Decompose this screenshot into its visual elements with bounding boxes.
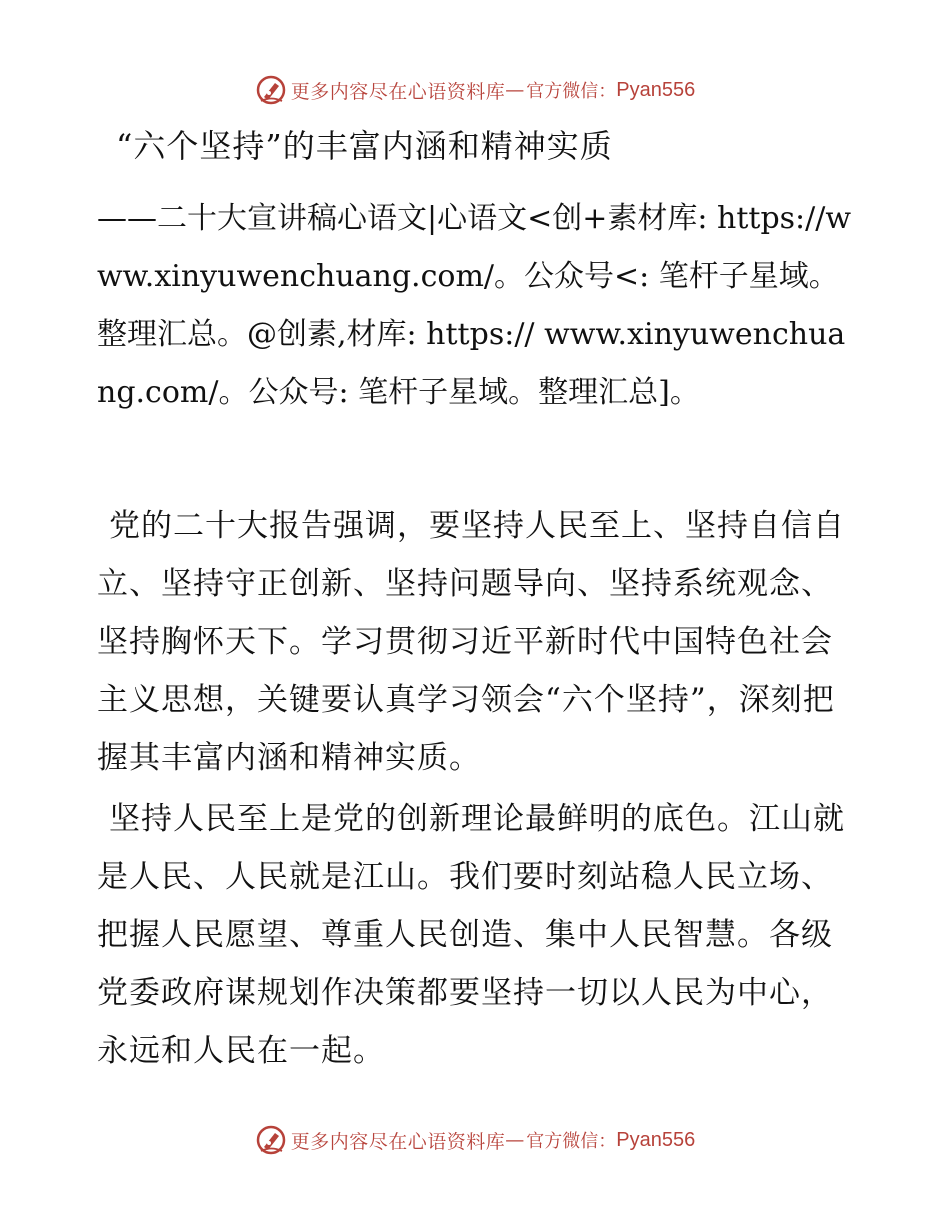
- header-wechat-label: 官方微信：: [526, 81, 617, 102]
- header-wechat-id: Pyan556: [616, 78, 696, 101]
- document-subtitle: ——二十大宣讲稿心语文|心语文<创+素材库: https://www.xinyuwenchuang.com/。公众号<: 笔杆子星域。整理汇总。@创素,材库: https:// www.xinyuwenchuang.com/。公众号: 笔杆子星域。整理汇总]。: [97, 201, 852, 410]
- header-banner-separator: —: [505, 79, 525, 101]
- header-banner-text: 更多内容尽在心语资料库: [290, 80, 506, 103]
- footer-banner-text: 更多内容尽在心语资料库: [290, 1130, 506, 1153]
- header-watermark-banner: [0, 70, 950, 110]
- footer-wechat-label: 官方微信：: [526, 1131, 617, 1152]
- footer-watermark-banner: [0, 1120, 950, 1160]
- body-paragraph: 党的二十大报告强调，要坚持人民至上、坚持自信自立、坚持守正创新、坚持问题导向、坚持系统观念、坚持胸怀天下。学习贯彻习近平新时代中国特色社会主义思想，关键要认真学习领会“六个坚持”，深刻把握其丰富内涵和精神实质。: [97, 508, 845, 776]
- footer-banner-separator: —: [505, 1129, 525, 1151]
- page-title: “六个坚持”的丰富内涵和精神实质: [116, 127, 613, 165]
- pen-nib-logo-icon: [255, 1124, 287, 1156]
- footer-wechat-id: Pyan556: [616, 1128, 696, 1151]
- body-paragraph: 坚持人民至上是党的创新理论最鲜明的底色。江山就是人民、人民就是江山。我们要时刻站稳人民立场、把握人民愿望、尊重人民创造、集中人民智慧。各级党委政府谋规划作决策都要坚持一切以人民为中心，永远和人民在一起。: [97, 801, 845, 1069]
- pen-nib-logo-icon: [255, 74, 287, 106]
